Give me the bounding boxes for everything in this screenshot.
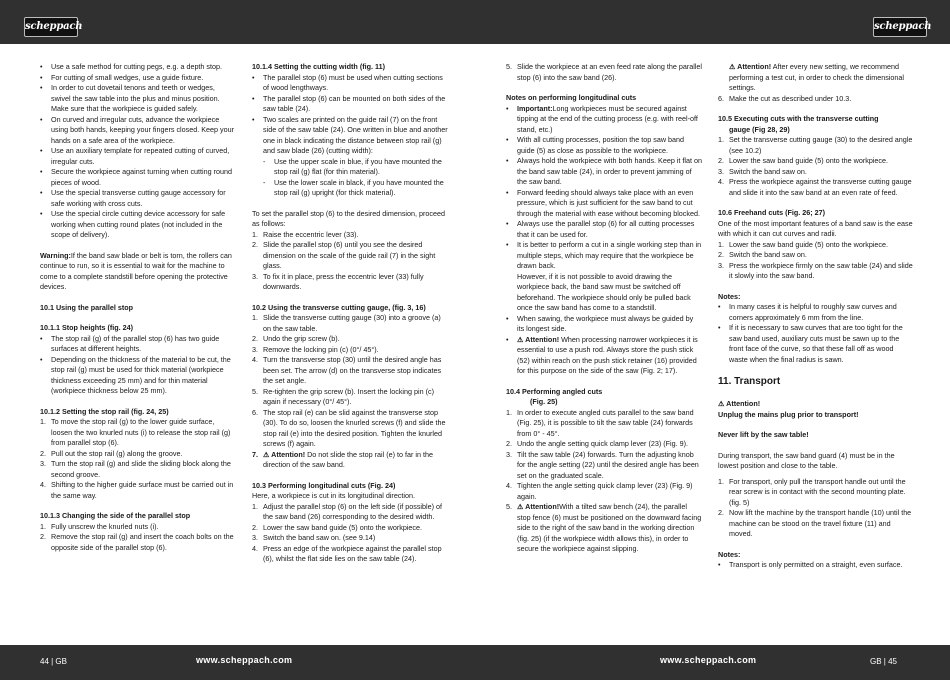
attention-label: ⚠ Attention! — [729, 62, 772, 71]
list-item: 2. Lower the saw band guide (5) onto the workpiece. — [718, 156, 889, 165]
transverse-gauge-steps — [252, 313, 448, 471]
list-item: • ⚠ Attention! When processing narrower workpieces it is essential to use a push rod. Always store the push stick (52) within reach on the push stick retainer (16) provided for this purpose on the side of the saw (Fig. 2; 17). — [506, 334, 698, 375]
column-4 — [718, 62, 914, 571]
set-stop-steps — [252, 230, 448, 293]
important-label: Important: — [517, 103, 553, 113]
list-item: • It is better to perform a cut in a single working step than in multiple steps, which may require that the workpiece be drawn back. However, if it is not possible to avoid drawing the workpiece back, the band saw must be switched off beforehand. The workpiece should only be pulled back once the saw band has come to a standstill. — [506, 240, 702, 312]
list-item: 7. ⚠ Attention! Do not slide the stop rail (e) to far in the direction of the saw band. — [252, 449, 433, 469]
longitudinal-notes — [506, 104, 702, 377]
list-item: 1. In order to execute angled cuts parallel to the saw band (Fig. 25), it is possible to tilt the saw table (24) forwards from 0° - 45°. — [506, 407, 694, 438]
list-item: 2. Lower the saw band guide (5) onto the workpiece. — [252, 522, 423, 532]
list-item: • Use the special circle cutting device accessory for safe working when cutting round plates (not included in the scope of delivery). — [40, 209, 226, 239]
list-item: • Transport is only permitted on a straight, even surface. — [718, 560, 903, 569]
scheppach-logo-right: scheppach — [873, 17, 927, 37]
chapter-heading: 11. Transport — [718, 376, 781, 387]
angled-cut-steps-continued — [718, 94, 914, 105]
freehand-notes — [718, 302, 914, 365]
website-link-right[interactable]: www.scheppach.com — [660, 655, 757, 665]
list-item: 5. Re-tighten the grip screw (b). Insert the locking pin (c) again if necessary (0°/ 45°). — [252, 386, 434, 406]
changing-side-steps — [40, 522, 236, 554]
list-item: 2. Now lift the machine by the transport handle (10) until the machine can be stood on the travel fixture (11) and moved. — [718, 508, 912, 538]
footer-bar — [0, 645, 950, 680]
safety-bullets — [40, 62, 236, 241]
cutting-width-list — [252, 73, 448, 199]
list-item: • In order to cut dovetail tenons and teeth or wedges, swivel the saw table into the plus and minus position. Make sure that the workpiece is guided safely. — [40, 83, 220, 113]
list-item: • For cutting of small wedges, use a guide fixture. — [40, 72, 204, 82]
list-item: 4. Press an edge of the workpiece against the parallel stop (6), whilst the flat side lies on the saw table (24). — [252, 543, 442, 563]
list-item: 5. ⚠ Attention!With a tilted saw bench (24), the parallel stop fence (6) must be positioned on the downward facing side to the right of the saw band in the working direction (fig. 25) (if the workpiece width allows this), in order to secure the workpiece against slipping. — [506, 502, 702, 553]
notes-heading: Notes: — [718, 549, 741, 559]
list-item: 5. Slide the workpiece at an even feed rate along the parallel stop (6) into the saw band (26). — [506, 62, 703, 82]
section-heading: 10.4 Performing angled cuts — [506, 386, 603, 396]
column-2 — [252, 62, 448, 565]
column-3 — [506, 62, 702, 555]
list-item: • On curved and irregular cuts, advance the workpiece using both hands, keeping your fingers closed. Keep your hands on a safe area of the workpiece. — [40, 114, 235, 145]
angled-cut-steps — [506, 408, 702, 555]
list-item: • The parallel stop (6) can be mounted on both sides of the saw table (24). — [252, 93, 446, 113]
attention-label: ⚠ Attention! — [263, 449, 306, 459]
notes-heading: Notes: — [718, 291, 741, 301]
list-item: - Use the upper scale in blue, if you have mounted the stop rail (g) flat (for thin material). — [263, 156, 442, 176]
list-item: - Use the lower scale in black, if you have mounted the stop rail (g) upright (for thick material). — [263, 177, 444, 197]
paragraph: To set the parallel stop (6) to the desired dimension, proceed as follows: — [252, 208, 445, 228]
list-item: • Important:Long workpieces must be secured against tipping at the end of the cutting process (e.g. with reel-off stand, etc.) — [506, 103, 698, 134]
list-item: 2. Slide the parallel stop (6) until you see the desired dimension on the scale of the guide rail (7) in the sight glass. — [252, 240, 436, 270]
list-item: • If it is necessary to saw curves that are too tight for the saw band used, auxiliary cuts must be sawn up to the front face of the curve, so that these fall off as wood waste when the final radius is sawn. — [718, 323, 903, 364]
list-item: 3. Press the workpiece firmly on the saw table (24) and slide it slowly into the saw band. — [718, 260, 913, 280]
section-heading: 10.2 Using the transverse cutting gauge, (fig. 3, 16) — [252, 302, 426, 312]
longitudinal-steps-continued — [506, 62, 702, 83]
list-item: • Secure the workpiece against turning when cutting round pieces of wood. — [40, 167, 232, 187]
list-item: • In many cases it is helpful to roughly saw curves and corners approximately 6 mm from the line. — [718, 302, 897, 322]
list-item: 1. To move the stop rail (g) to the lower guide surface, loosen the two knurled nuts (i) to release the stop rail (g) from parallel stop (6). — [40, 417, 231, 447]
list-item: 1. For transport, only pull the transport handle out until the rear screw is in contact with the second mounting plate. (fig. 5) — [718, 476, 906, 507]
section-heading: 10.1.1 Stop heights (fig. 24) — [40, 323, 134, 332]
section-heading-continued: (Fig. 25) — [530, 397, 558, 406]
stop-heights-list — [40, 334, 236, 397]
list-item: 1. Lower the saw band guide (5) onto the workpiece. — [718, 239, 889, 249]
website-link-left[interactable]: www.scheppach.com — [196, 655, 293, 665]
list-item: • Use an auxiliary template for repeated cutting of curved, irregular cuts. — [40, 146, 230, 166]
paragraph: One of the most important features of a band saw is the ease with which it can cut curves and radii. — [718, 218, 913, 238]
section-heading: 10.1 Using the parallel stop — [40, 302, 134, 312]
list-item: 3. Tilt the saw table (24) forwards. Turn the adjusting knob for the angle setting (22) until the desired angle has been set on the graduated scale. — [506, 449, 699, 480]
attention-label: ⚠ Attention! — [718, 399, 761, 408]
list-item: 2. Remove the stop rail (g) and insert the coach bolts on the opposite side of the parallel stop (6). — [40, 532, 234, 552]
scheppach-logo-left: scheppach — [24, 17, 78, 37]
list-item: 4. Shifting to the higher guide surface must be carried out in the same way. — [40, 480, 234, 500]
transverse-cut-steps — [718, 135, 914, 198]
list-item: • The stop rail (g) of the parallel stop (6) has two guide surfaces at different heights. — [40, 333, 220, 353]
list-item: 2. Undo the angle setting quick clamp lever (23) (Fig. 9). — [506, 439, 688, 448]
list-item: 1. Fully unscrew the knurled nuts (i). — [40, 521, 159, 531]
section-heading: 10.6 Freehand cuts (Fig. 26; 27) — [718, 208, 826, 217]
list-item: 3. Turn the stop rail (g) and slide the sliding block along the second groove. — [40, 459, 231, 479]
warning-label: Warning: — [40, 250, 71, 260]
list-item: • When sawing, the workpiece must always be guided by its longest side. — [506, 313, 694, 333]
section-heading: 10.3 Performing longitudinal cuts (Fig. 24) — [252, 480, 396, 490]
list-item: • Depending on the thickness of the material to be cut, the stop rail (g) must be used for thick material (workpiece thickness exceeding 25 mm) and for thin material (workpiece thickness below 25 mm). — [40, 354, 231, 395]
attention-label: ⚠ Attention! — [517, 334, 560, 344]
list-item: 1. Slide the transverse cutting gauge (30) into a groove (a) on the saw table. — [252, 313, 441, 333]
column-1 — [40, 62, 236, 553]
list-item: • Always hold the workpiece with both hands. Keep it flat on the band saw table (24), in order to prevent jamming of the saw band. — [506, 156, 702, 186]
attention-paragraph: ⚠ Attention! After every new setting, we recommend performing a test cut, in order to check the dimensional settings. — [729, 62, 904, 92]
list-item: 2. Pull out the stop rail (g) along the groove. — [40, 448, 183, 458]
list-item: • Two scales are printed on the guide rail (7) on the front side of the saw table (24). One written in blue and another one in black indicating the distance between stop rail (g) and saw blade (26) (cutting width): — [252, 114, 448, 155]
freehand-steps — [718, 240, 914, 282]
list-item: 4. Turn the transverse stop (30) until the desired angle has been set. The arrow (d) on the transverse stop indicates the set angle. — [252, 355, 442, 385]
list-item: • Forward feeding should always take place with an even pressure, which is just sufficient for the saw band to cut through the material with ease without becoming blocked. — [506, 187, 700, 218]
attention-label: ⚠ Attention! — [517, 502, 560, 511]
list-item: 1. Adjust the parallel stop (6) on the left side (if possible) of the saw band (26) corresponding to the desired width. — [252, 501, 442, 521]
list-item: 6. Make the cut as described under 10.3. — [718, 93, 852, 103]
section-heading: 10.5 Executing cuts with the transverse cutting — [718, 114, 879, 123]
list-item: 6. The stop rail (e) can be slid against the transverse stop (30). To do so, loosen the knurled screws (f) and slide the stop rail (e) into the desired position. Tighten the knurled screws (f) again. — [252, 407, 446, 448]
section-heading: 10.1.4 Setting the cutting width (fig. 11) — [252, 62, 385, 71]
attention-text: Unplug the mains plug prior to transport! — [718, 409, 859, 419]
list-item: 3. Switch the band saw on. — [718, 166, 807, 176]
list-item: 4. Tighten the angle setting quick clamp lever (23) (Fig. 9) again. — [506, 481, 693, 501]
section-heading: Notes on performing longitudinal cuts — [506, 93, 637, 102]
list-item: • The parallel stop (6) must be used when cutting sections of wood lengthways. — [252, 72, 443, 92]
section-heading: 10.1.2 Setting the stop rail (fig. 24, 25) — [40, 406, 169, 416]
warning-paragraph: Warning:If the band saw blade or belt is torn, the rollers can continue to run, so it is essential to wait for the machine to come to a complete standstill before opening the protective devices. — [40, 250, 232, 291]
transport-steps — [718, 477, 914, 540]
section-heading: 10.1.3 Changing the side of the parallel stop — [40, 511, 191, 520]
list-item: 1. Set the transverse cutting gauge (30) to the desired angle (see 10.2) — [718, 135, 913, 155]
list-item: 3. To fix it in place, press the eccentric lever (33) fully downwards. — [252, 271, 424, 291]
longitudinal-steps — [252, 502, 448, 565]
paragraph: During transport, the saw band guard (4) must be in the lowest position and close to the table. — [718, 450, 895, 470]
list-item: • Use a safe method for cutting pegs, e.g. a depth stop. — [40, 62, 223, 71]
header-bar — [0, 0, 950, 44]
warning-text: Never lift by the saw table! — [718, 430, 809, 439]
paragraph: Here, a workpiece is cut in its longitudinal direction. — [252, 491, 415, 500]
list-item: 2. Undo the grip screw (b). — [252, 334, 340, 343]
list-item: • With all cutting processes, position the top saw band guide (5) as close as possible to the workpiece. — [506, 135, 685, 155]
list-item: 2. Switch the band saw on. — [718, 250, 807, 259]
transport-notes — [718, 560, 914, 571]
setting-rail-steps — [40, 417, 236, 501]
list-item: 1. Raise the eccentric lever (33). — [252, 229, 359, 239]
section-heading-continued: gauge (Fig 28, 29) — [729, 124, 790, 134]
list-item: • Use the special transverse cutting gauge accessory for safe working with cross cuts. — [40, 188, 226, 208]
page-number-left: 44 | GB — [40, 657, 67, 666]
list-item: 3. Remove the locking pin (c) (0°/ 45°). — [252, 344, 379, 354]
list-item: 3. Switch the band saw on. (see 9.14) — [252, 533, 376, 542]
list-item: 4. Press the workpiece against the transverse cutting gauge and slide it into the saw band at an even rate of feed. — [718, 177, 912, 197]
list-item: • Always use the parallel stop (6) for all cutting processes that it can be used for. — [506, 219, 695, 239]
page-number-right: GB | 45 — [870, 657, 897, 666]
